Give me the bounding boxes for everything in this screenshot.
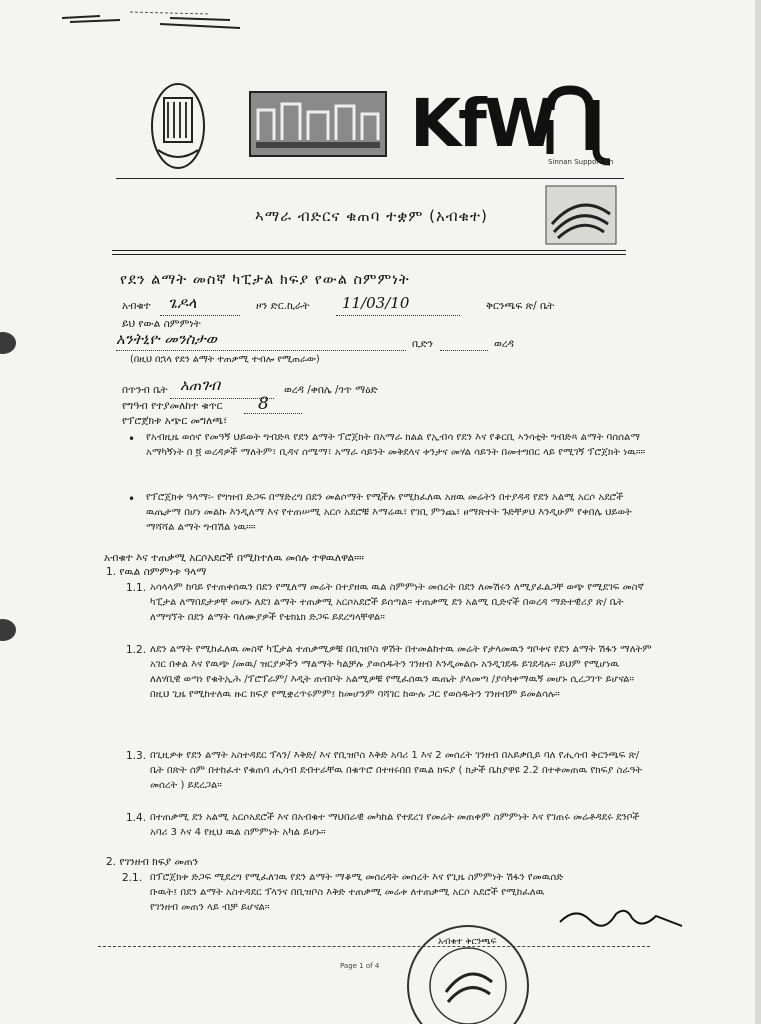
item-1-3-number: 1.3. [126,750,147,762]
plot-underline [244,413,302,414]
section-2-heading: 2. የገንዘብ ክፍያ መጠን [106,856,199,868]
project-bullet-2: የፕሮጀክቱ ዓላማ፡- የግዝብ ድጋፍ በማድረግ በደን መልሶማት የሚችሉ የሚከፈለዉ አዘዉ መሬትን በተያዳዳ የደን አልሚ አርሶ አደሮች ዉጤታማ በሆነ መልኩ እንዲለማ እና የተጠሠሚ አርሶ አደሮቹ እማሬዉ፣ የገቢ ምንጨ፣ ፀማጽተት ጉድቸዎህ እንዲሁም የቀበሌ ህይወት ማሻሻል ልማት ግብሽል ነዉ።። [146,492,632,533]
punch-hole-bottom [0,619,16,641]
section-1-heading: 1. የዉል ስምምነቱ ዓላማ [106,566,207,578]
bullet-dot-1: • [128,432,136,446]
acsi-logo-icon [544,184,618,246]
top-margin-marks [60,8,260,32]
beneficiary-value: አንትኒዮ መንስታወ [116,330,217,348]
beneficiary-note: (በዚህ በኋላ የደን ልማት ተጠቃሚ ተብሎ የሚጠራው) [130,354,320,365]
date-value: 11/03/10 [342,294,410,312]
item-1-2-number: 1.2. [126,644,147,656]
item-1-1-text: አሳላላም ከባይ የተጠቀሰዉን በደን የሚለማ መሬት በተያዘዉ ዉል ስምምነት መሰረት በደን ለመሽሩን ለሚያፈልጋቸ ወጭ የሚደገፍ መስኛ ካፒታል ለማበደታዎቸ መሆኑ ለደገ ልማት ተጠቃሚ አርሶአደሮች ይሰጣል። ተጠቃሚ ደን አልሚ ቢድኖች በወረዳ ማድተዊሪያ ጽ/ ቤት ለማግኘት በደን ልማት ባለሙያዎች የቴክኒክ ድጋፍ ይደረግላቸዋል። [150,582,644,623]
intro-text: አብቁተ እና ተጠቃሚ አርሶአደሮች በሚከተለዉ መሰሉ ተዋዉለዋል።። [104,552,365,564]
punch-hole-top [0,332,16,354]
document-title: የደን ልማት መስኛ ካፒታል ክፍያ የውል ስምምነት [120,272,410,288]
item-1-1-number: 1.1. [126,582,147,594]
amhara-region-emblem-icon [148,80,208,172]
item-1-3-text: በጊዚዎቱ የደን ልማት አስተዳደር ፕላን/ እቅድ/ እና የቢዝቦስ እቅድ አባሪ 1 እና 2 መሰረት ገንዘብ በአይቃቢይ ባለ የሒሳብ ቅርንጫፍ ጽ/ቤት በጽት ሰም በተከፈተ የቁጠባ ሒሳብ ደብተራቸዉ በቁጥሮ በተዛሩበበ የዉል ክፍያ ( ክታች ቤከያዋዩ 2.2 በተቀመጠዉ የክፍያ ስራዓት መሰረት ) ይደረጋል። [150,750,643,791]
paper-edge [755,0,761,1024]
woreda-label: ወረዳ [494,338,514,350]
branch-label: አብቁተ [122,300,151,312]
item-2-1-number: 2.1. [122,872,143,884]
branch-value: ጌዶላ [168,294,197,312]
project-label: የፕሮጀክቱ አጭር መግለጫ፣ [122,415,228,427]
castle-logo-icon [248,90,388,158]
plot-value: 8 [258,394,269,414]
item-1-4-text: በተጠቃሚ ደን አልሚ አርሶአደሮች እና በአብቁተ ማህበራዊ መካከል የተደረገ የመሬት መጠቀም ስምምነት እና የገጠሩ መሬቶዳደሩ ደንቦች አባሪ 3 እና 4 የዚህ ዉል ስምምነት አካል ይሆኑ። [150,812,640,838]
beneficiary-underline [116,350,406,351]
kebele-label: በጥንብ ቤት [122,384,168,396]
organization-name: ኣማራ ብድርና ቁጠባ ተቋም (አብቁተ) [255,207,488,225]
footer-rule [98,946,650,947]
item-1-4-number: 1.4. [126,812,147,824]
logo-caption: Sinnan Support Jrn [548,158,614,166]
official-round-stamp [402,922,532,1024]
between-underline [440,350,488,351]
between-label: ቢድን [412,338,434,350]
village-label: ወረዳ /ቀበሌ /ጎጥ ማዕድ [284,384,378,396]
item-2-1-text: በፕሮጀክቱ ድጋፍ ሚደረግ የሚፈለገዉ የደን ልማት ማቆሚ መሰረዳት መሰረት እና የጊዜ ስምምነት ሽፋን የመዉሰድ ቡዉት፤ በደን ልማት አስተዳደር ፕላንና በቢዝቦስ እቅድ ተጠቃሚ መሬቱ ለተጠቃሚ አርሶ አደሮች የሚከፈለዉ የገንዘብ መጠን ላይ ብቻ ይሆናል። [150,872,564,913]
header-double-rule [112,250,626,255]
office-label: ቅርንጫፍ ጽ/ ቤት [486,300,555,312]
bullet-dot-2: • [128,492,136,506]
agreement-label: ይህ የውል ስምምነት [122,318,201,330]
header-rule [116,178,624,179]
kfw-logo: KfW [410,85,554,162]
project-bullet-1: የአብዚዜ ወሰኖ የመዓኝ ህይወት ግብድጻ የደን ልማት ፕሮጀክት በአማራ ክልል የኢብሳ የደን እና የቆርቢ ኣንሳቲት ግብድጻ ልማት ባሰሰልማ አማካኝነት በ ፬ ወረዳዎች ማለትም፣ ቢዳና ሰሜማ፣ አማራ ሳይንት መቅደላና ቱንታና መሃል ሳይንት በመተግበር ላይ የሚገኝ ፕሮጀክት ነዉ።። [146,432,646,458]
branch-underline [160,315,240,316]
item-1-2-text: ለደን ልማት የሚከፈለዉ መስኛ ካፒታል ተጠቃሚዎቹ በቢዝቦስ ዋሽት በተመልከተዉ መሬት የታላመዉን ግቦቱና የደን ልማት ሽፋን ማለትም አገር በቀል እና የዉጭ /መዉ/ ዝርያዎችን ማልማት ካልቻሉ ያወሰዱትን ገንዘብ እንዲመልሱ አንዲገደዱ ይገደዳሉ። ይህም የሚሆነዉ ለለሃቢዊ ወጣነ የቁትኢሕ /ፕሮፕራም/ እዲት ጠብቦት አልሚዎቹ የሚፈሰዉን ዉጤት ያላመጣ /ያሳካቀማዉኝ መሆኑ ሲረጋገጥ ይሆናል። በዚህ ጊዜ የሚከተለዉ ዙር ክፍያ የሚቋረጥሩምም፤ ከመሆንም ባሻገር ከውሉ ጋር የወሰዱትን ገንዘብም ይመልሳሉ። [150,644,652,700]
page-number: Page 1 of 4 [340,962,380,970]
date-label: ዞን ድር.ኪራት [256,300,310,312]
kebele-value: አጠገብ [180,376,221,394]
date-underline [336,315,460,316]
plot-label: የግዓብ የተያመለከተ ቁጥር [122,400,223,412]
signature-mark [556,900,686,934]
stamp-text: አብቁተ ቅርንጫፍ [438,937,497,947]
